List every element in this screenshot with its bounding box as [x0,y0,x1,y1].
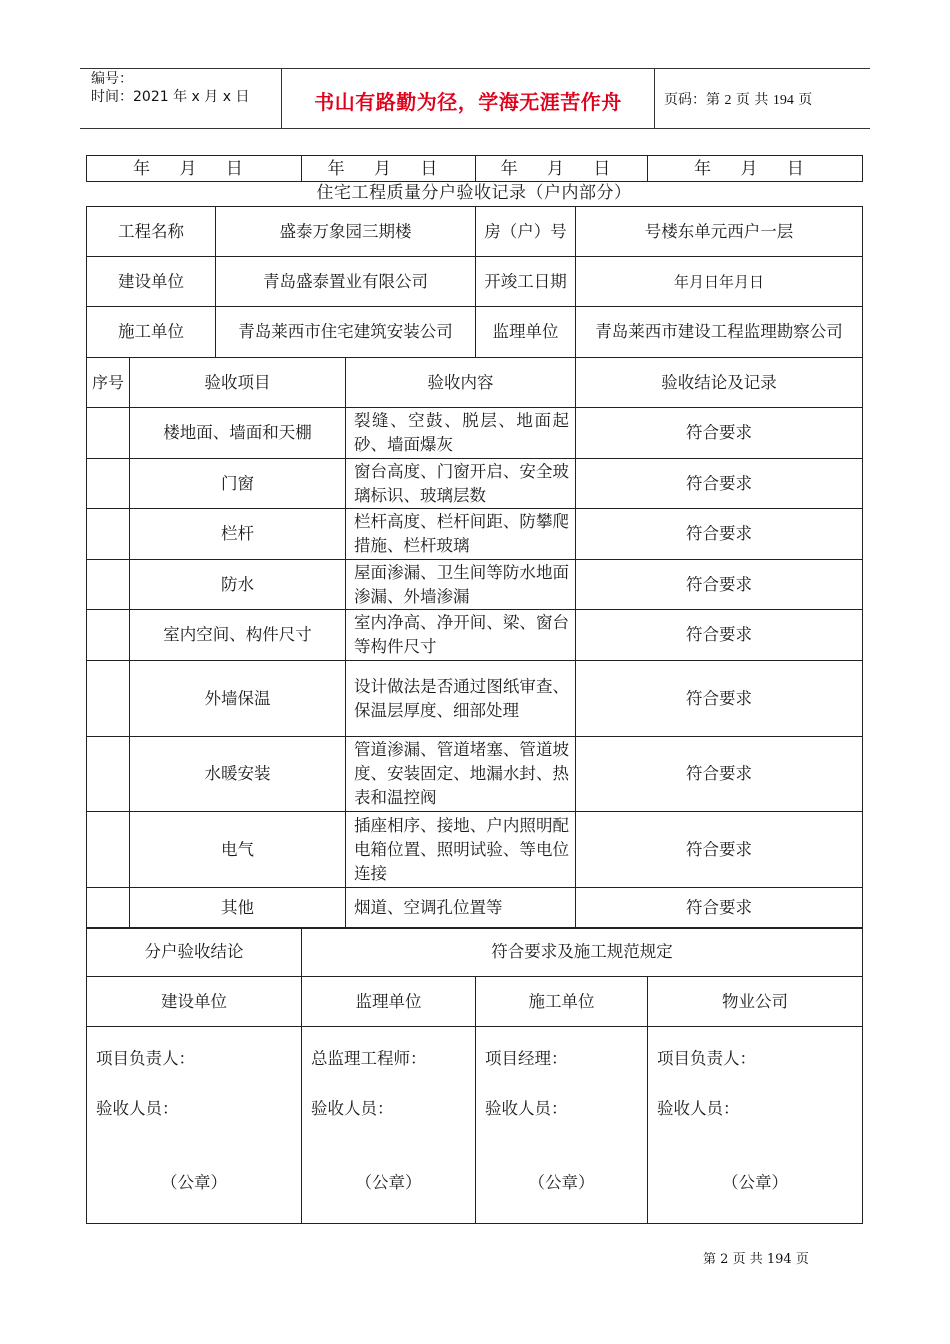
info-row-project [87,207,863,257]
row-item: 室内空间、构件尺寸 [130,610,346,661]
table-row [87,737,863,812]
header-divider-right [654,68,655,129]
date-cell-2: 年 月 日 [302,156,476,182]
page-total: 194 [772,93,794,108]
row-seq [87,610,130,661]
sig-header-contractor: 施工单位 [476,977,648,1027]
footer-prefix: 第 [703,1252,717,1267]
row-content: 烟道、空调孔位置等 [346,888,576,929]
row-seq [87,812,130,888]
page-mid: 页 共 [735,92,769,108]
date-cell-3: 年 月 日 [476,156,648,182]
builder-value: 青岛盛泰置业有限公司 [216,257,476,307]
row-result: 符合要求 [576,509,863,560]
footer-mid: 页 共 [732,1252,763,1267]
construction-dates-value: 年月日年月日 [576,257,863,307]
table-row [87,560,863,610]
sig-header-builder: 建设单位 [87,977,302,1027]
signature-header-row [87,977,863,1027]
date-row [87,156,863,182]
table-row [87,509,863,560]
footer-page-current: 2 [720,1252,729,1267]
info-row-builder [87,257,863,307]
row-item: 楼地面、墙面和天棚 [130,408,346,459]
row-result: 符合要求 [576,737,863,812]
sig-inspector-property: 验收人员： [657,1099,740,1118]
sig-seal-property: （公章） [722,1173,788,1192]
project-name-label: 工程名称 [87,207,216,257]
page-prefix: 页码：第 [664,92,720,108]
sig-cell-builder [87,1027,302,1224]
row-result: 符合要求 [576,661,863,737]
sig-role-contractor: 项目经理： [485,1049,568,1068]
sig-inspector-builder: 验收人员： [96,1099,179,1118]
signature-body-row [87,1027,863,1224]
row-content: 插座相序、接地、户内照明配电箱位置、照明试验、等电位连接 [346,812,576,888]
row-seq [87,560,130,610]
sig-seal-builder: （公章） [161,1173,227,1192]
conclusion-value: 符合要求及施工规范规定 [302,928,863,977]
row-item: 其他 [130,888,346,929]
table-row [87,888,863,929]
row-seq [87,459,130,509]
sig-seal-supervisor: （公章） [355,1173,422,1192]
date-row-table [86,155,863,182]
sig-inspector-contractor: 验收人员： [485,1099,568,1118]
col-header-result: 验收结论及记录 [576,358,863,408]
table-row [87,408,863,459]
page-current: 2 [724,93,732,108]
row-seq [87,408,130,459]
table-row [87,812,863,888]
construction-dates-label: 开竣工日期 [476,257,576,307]
conclusion-row [87,928,863,977]
row-item: 水暖安装 [130,737,346,812]
row-content: 设计做法是否通过图纸审查、保温层厚度、细部处理 [346,661,576,737]
row-seq [87,661,130,737]
row-content: 屋面渗漏、卫生间等防水地面渗漏、外墙渗漏 [346,560,576,610]
serial-number-label: 编号： [91,71,133,87]
row-content: 栏杆高度、栏杆间距、防攀爬措施、栏杆玻璃 [346,509,576,560]
row-seq [87,737,130,812]
time-label: 时间：2021 年 x 月 x 日 [91,89,250,105]
room-number-value: 号楼东单元西户一层 [576,207,863,257]
row-content: 室内净高、净开间、梁、窗台等构件尺寸 [346,610,576,661]
conclusion-label: 分户验收结论 [87,928,302,977]
form-title: 住宅工程质量分户验收记录（户内部分） [316,183,632,203]
info-row-contractor [87,307,863,358]
row-result: 符合要求 [576,610,863,661]
room-number-label: 房（户）号 [476,207,576,257]
row-item: 外墙保温 [130,661,346,737]
project-name-value: 盛泰万象园三期楼 [216,207,476,257]
row-seq [87,509,130,560]
builder-label: 建设单位 [87,257,216,307]
col-header-seq: 序号 [87,358,130,408]
row-result: 符合要求 [576,812,863,888]
sig-role-supervisor: 总监理工程师： [311,1049,427,1068]
sig-header-supervisor: 监理单位 [302,977,476,1027]
sig-header-property: 物业公司 [648,977,863,1027]
table-row [87,661,863,737]
row-result: 符合要求 [576,888,863,929]
sig-inspector-supervisor: 验收人员： [311,1099,394,1118]
row-content: 裂缝、空鼓、脱层、地面起砂、墙面爆灰 [346,408,576,459]
sig-role-property: 项目负责人： [657,1049,756,1068]
row-result: 符合要求 [576,560,863,610]
row-content: 窗台高度、门窗开启、安全玻璃标识、玻璃层数 [346,459,576,509]
sig-cell-supervisor [302,1027,476,1224]
page-suffix: 页 [798,92,813,108]
col-header-item: 验收项目 [130,358,346,408]
date-cell-4: 年 月 日 [648,156,863,182]
supervisor-value: 青岛莱西市建设工程监理勘察公司 [576,307,863,358]
row-item: 门窗 [130,459,346,509]
sig-cell-property [648,1027,863,1224]
row-content: 管道渗漏、管道堵塞、管道坡度、安装固定、地漏水封、热表和温控阀 [346,737,576,812]
row-item: 电气 [130,812,346,888]
signature-table [86,927,863,1224]
column-header-row [87,358,863,408]
row-item: 栏杆 [130,509,346,560]
row-result: 符合要求 [576,408,863,459]
row-item: 防水 [130,560,346,610]
supervisor-label: 监理单位 [476,307,576,358]
header-motto: 书山有路勤为径，学海无涯苦作舟 [314,90,622,114]
date-cell-1: 年 月 日 [87,156,302,182]
row-seq [87,888,130,929]
contractor-value: 青岛莱西市住宅建筑安装公司 [216,307,476,358]
header-bottom-rule [80,128,870,129]
sig-cell-contractor [476,1027,648,1224]
footer-page-number [703,1248,809,1267]
header-top-rule [80,68,870,69]
header-page-number [664,89,812,109]
table-row [87,459,863,509]
sig-seal-contractor: （公章） [528,1173,595,1192]
inspection-table [86,206,863,929]
contractor-label: 施工单位 [87,307,216,358]
table-row [87,610,863,661]
header-meta [91,70,249,106]
col-header-content: 验收内容 [346,358,576,408]
footer-page-total: 194 [766,1252,792,1267]
footer-suffix: 页 [795,1252,809,1267]
sig-role-builder: 项目负责人： [96,1049,195,1068]
row-result: 符合要求 [576,459,863,509]
